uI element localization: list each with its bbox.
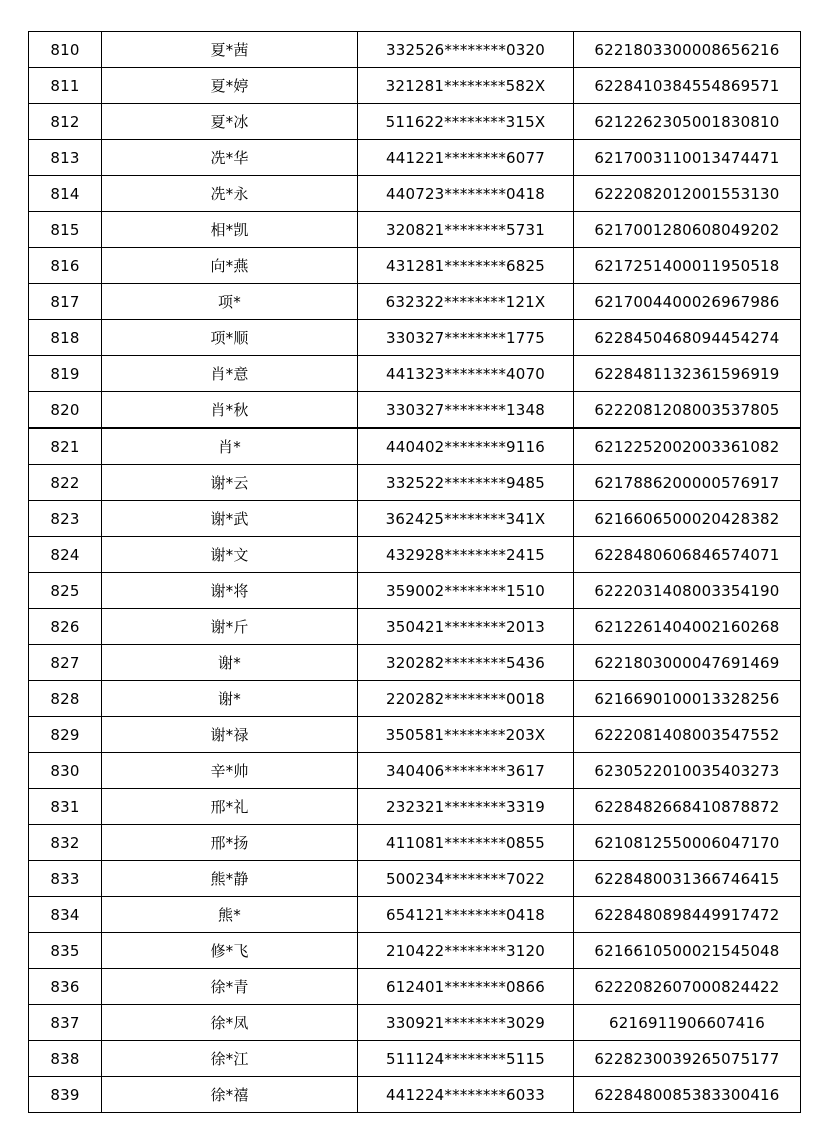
name-cell: 谢*文: [102, 537, 358, 573]
row-number-cell: 833: [29, 861, 102, 897]
id-number-cell: 332526********0320: [358, 32, 574, 68]
name-cell: 冼*华: [102, 140, 358, 176]
bank-card-cell: 6217004400026967986: [574, 284, 801, 320]
table-row: [29, 32, 801, 68]
row-number-cell: 838: [29, 1041, 102, 1077]
bank-card-cell: 6228482668410878872: [574, 789, 801, 825]
table-row: [29, 789, 801, 825]
name-cell: 夏*茜: [102, 32, 358, 68]
id-number-cell: 350581********203X: [358, 717, 574, 753]
id-number-cell: 511124********5115: [358, 1041, 574, 1077]
bank-card-cell: 6210812550006047170: [574, 825, 801, 861]
table-row: [29, 68, 801, 104]
id-number-cell: 440402********9116: [358, 428, 574, 465]
row-number-cell: 825: [29, 573, 102, 609]
table-row: [29, 212, 801, 248]
row-number-cell: 822: [29, 465, 102, 501]
row-number-cell: 831: [29, 789, 102, 825]
row-number-cell: 828: [29, 681, 102, 717]
id-number-cell: 320282********5436: [358, 645, 574, 681]
name-cell: 徐*凤: [102, 1005, 358, 1041]
row-number-cell: 814: [29, 176, 102, 212]
name-cell: 谢*: [102, 681, 358, 717]
name-cell: 谢*武: [102, 501, 358, 537]
row-number-cell: 836: [29, 969, 102, 1005]
bank-card-cell: 6222031408003354190: [574, 573, 801, 609]
row-number-cell: 832: [29, 825, 102, 861]
name-cell: 相*凯: [102, 212, 358, 248]
table-row: [29, 717, 801, 753]
name-cell: 夏*冰: [102, 104, 358, 140]
table-row: [29, 753, 801, 789]
bank-card-cell: 6217251400011950518: [574, 248, 801, 284]
id-number-cell: 330327********1775: [358, 320, 574, 356]
row-number-cell: 818: [29, 320, 102, 356]
name-cell: 项*: [102, 284, 358, 320]
name-cell: 谢*将: [102, 573, 358, 609]
row-number-cell: 834: [29, 897, 102, 933]
bank-card-cell: 6221803000047691469: [574, 645, 801, 681]
row-number-cell: 839: [29, 1077, 102, 1113]
row-number-cell: 815: [29, 212, 102, 248]
id-number-cell: 432928********2415: [358, 537, 574, 573]
name-cell: 谢*斤: [102, 609, 358, 645]
id-number-cell: 654121********0418: [358, 897, 574, 933]
name-cell: 熊*静: [102, 861, 358, 897]
name-cell: 肖*意: [102, 356, 358, 392]
bank-card-cell: 6212261404002160268: [574, 609, 801, 645]
row-number-cell: 826: [29, 609, 102, 645]
row-number-cell: 823: [29, 501, 102, 537]
id-number-cell: 350421********2013: [358, 609, 574, 645]
bank-card-cell: 6222082607000824422: [574, 969, 801, 1005]
table-row: [29, 825, 801, 861]
id-number-cell: 411081********0855: [358, 825, 574, 861]
row-number-cell: 835: [29, 933, 102, 969]
bank-card-cell: 6212262305001830810: [574, 104, 801, 140]
name-cell: 冼*永: [102, 176, 358, 212]
table-row: [29, 897, 801, 933]
id-number-cell: 511622********315X: [358, 104, 574, 140]
row-number-cell: 813: [29, 140, 102, 176]
table-row: [29, 284, 801, 320]
table-row: [29, 933, 801, 969]
table-row: [29, 537, 801, 573]
table-row: [29, 392, 801, 429]
id-number-cell: 232321********3319: [358, 789, 574, 825]
name-cell: 辛*帅: [102, 753, 358, 789]
table-row: [29, 1041, 801, 1077]
name-cell: 谢*云: [102, 465, 358, 501]
id-number-cell: 612401********0866: [358, 969, 574, 1005]
name-cell: 邢*扬: [102, 825, 358, 861]
name-cell: 邢*礼: [102, 789, 358, 825]
row-number-cell: 811: [29, 68, 102, 104]
bank-card-cell: 6228480085383300416: [574, 1077, 801, 1113]
bank-card-cell: 6217001280608049202: [574, 212, 801, 248]
bank-card-cell: 6216690100013328256: [574, 681, 801, 717]
table-row: [29, 1005, 801, 1041]
id-number-cell: 330921********3029: [358, 1005, 574, 1041]
id-number-cell: 431281********6825: [358, 248, 574, 284]
name-cell: 熊*: [102, 897, 358, 933]
table-row: [29, 356, 801, 392]
id-number-cell: 210422********3120: [358, 933, 574, 969]
table-row: [29, 465, 801, 501]
bank-card-cell: 6216911906607416: [574, 1005, 801, 1041]
bank-card-cell: 6216610500021545048: [574, 933, 801, 969]
row-number-cell: 830: [29, 753, 102, 789]
table-row: [29, 140, 801, 176]
table-row: [29, 861, 801, 897]
table-row: [29, 969, 801, 1005]
row-number-cell: 829: [29, 717, 102, 753]
id-number-cell: 440723********0418: [358, 176, 574, 212]
name-cell: 修*飞: [102, 933, 358, 969]
table-row: [29, 681, 801, 717]
id-number-cell: 441323********4070: [358, 356, 574, 392]
id-number-cell: 330327********1348: [358, 392, 574, 429]
name-cell: 向*燕: [102, 248, 358, 284]
name-cell: 肖*: [102, 428, 358, 465]
bank-card-cell: 6222081408003547552: [574, 717, 801, 753]
row-number-cell: 812: [29, 104, 102, 140]
bank-card-cell: 6228410384554869571: [574, 68, 801, 104]
bank-card-cell: 6222082012001553130: [574, 176, 801, 212]
id-number-cell: 220282********0018: [358, 681, 574, 717]
row-number-cell: 819: [29, 356, 102, 392]
table-row: [29, 573, 801, 609]
id-number-cell: 340406********3617: [358, 753, 574, 789]
name-cell: 谢*禄: [102, 717, 358, 753]
document-page: [28, 31, 801, 1113]
row-number-cell: 837: [29, 1005, 102, 1041]
table-row: [29, 645, 801, 681]
bank-card-cell: 6216606500020428382: [574, 501, 801, 537]
name-cell: 徐*青: [102, 969, 358, 1005]
bank-card-cell: 6228480898449917472: [574, 897, 801, 933]
bank-card-cell: 6230522010035403273: [574, 753, 801, 789]
bank-card-cell: 6222081208003537805: [574, 392, 801, 429]
records-table-body: [29, 32, 801, 1113]
id-number-cell: 321281********582X: [358, 68, 574, 104]
row-number-cell: 810: [29, 32, 102, 68]
row-number-cell: 817: [29, 284, 102, 320]
bank-card-cell: 6228480606846574071: [574, 537, 801, 573]
bank-card-cell: 6217003110013474471: [574, 140, 801, 176]
table-row: [29, 428, 801, 465]
id-number-cell: 500234********7022: [358, 861, 574, 897]
row-number-cell: 821: [29, 428, 102, 465]
table-row: [29, 104, 801, 140]
table-row: [29, 1077, 801, 1113]
row-number-cell: 820: [29, 392, 102, 429]
bank-card-cell: 6228230039265075177: [574, 1041, 801, 1077]
bank-card-cell: 6212252002003361082: [574, 428, 801, 465]
name-cell: 谢*: [102, 645, 358, 681]
bank-card-cell: 6228480031366746415: [574, 861, 801, 897]
bank-card-cell: 6221803300008656216: [574, 32, 801, 68]
id-number-cell: 359002********1510: [358, 573, 574, 609]
name-cell: 项*顺: [102, 320, 358, 356]
bank-card-cell: 6228481132361596919: [574, 356, 801, 392]
name-cell: 徐*江: [102, 1041, 358, 1077]
table-row: [29, 501, 801, 537]
id-number-cell: 362425********341X: [358, 501, 574, 537]
bank-card-cell: 6217886200000576917: [574, 465, 801, 501]
row-number-cell: 827: [29, 645, 102, 681]
row-number-cell: 824: [29, 537, 102, 573]
table-row: [29, 320, 801, 356]
id-number-cell: 332522********9485: [358, 465, 574, 501]
name-cell: 徐*禧: [102, 1077, 358, 1113]
id-number-cell: 441224********6033: [358, 1077, 574, 1113]
name-cell: 肖*秋: [102, 392, 358, 429]
name-cell: 夏*婷: [102, 68, 358, 104]
id-number-cell: 632322********121X: [358, 284, 574, 320]
row-number-cell: 816: [29, 248, 102, 284]
table-row: [29, 176, 801, 212]
id-number-cell: 320821********5731: [358, 212, 574, 248]
table-row: [29, 609, 801, 645]
bank-card-cell: 6228450468094454274: [574, 320, 801, 356]
id-number-cell: 441221********6077: [358, 140, 574, 176]
records-table: [28, 31, 801, 1113]
table-row: [29, 248, 801, 284]
